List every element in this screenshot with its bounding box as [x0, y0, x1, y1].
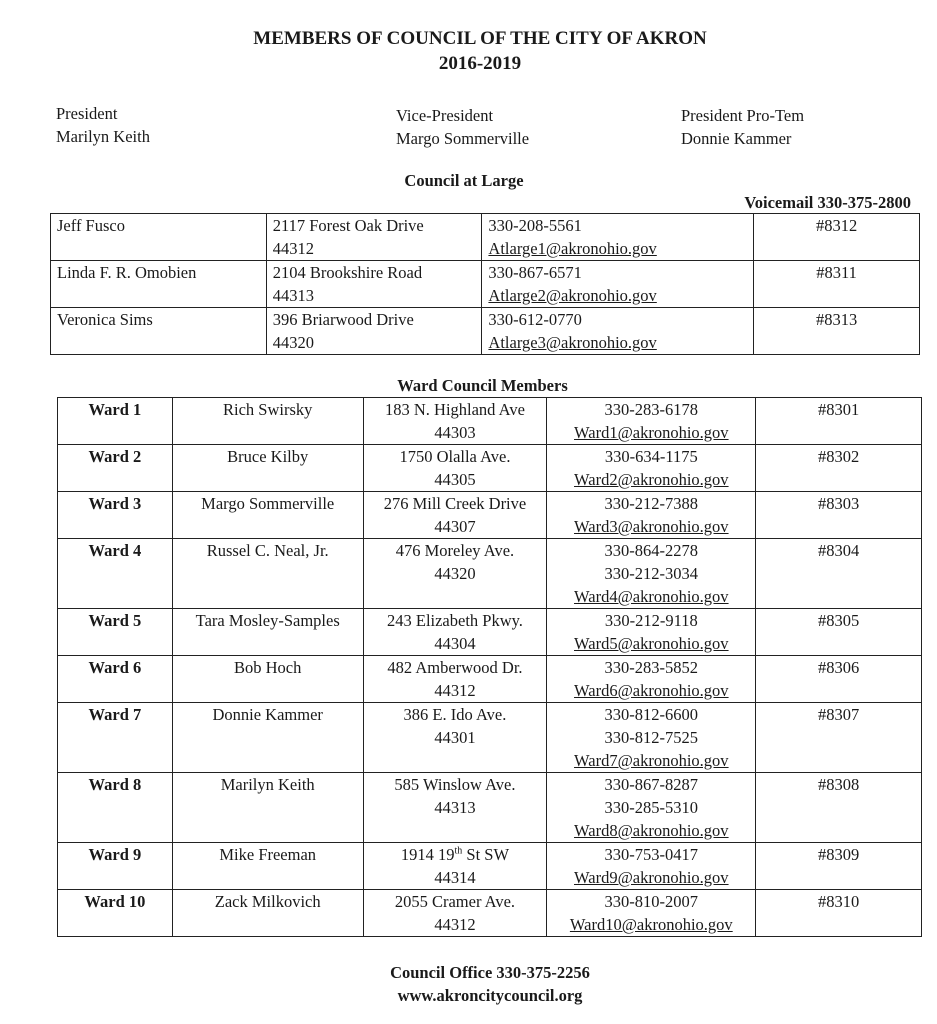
ward-number: Ward 7 [58, 703, 173, 773]
table-row [58, 703, 922, 773]
zip-code: 44313 [434, 798, 476, 817]
email-link[interactable]: Ward1@akronohio.gov [574, 423, 729, 442]
table-row [58, 609, 922, 656]
voicemail-extension: #8305 [756, 609, 922, 656]
zip-code: 44314 [434, 868, 476, 887]
email-link[interactable]: Atlarge3@akronohio.gov [488, 333, 657, 352]
email-link[interactable]: Atlarge2@akronohio.gov [488, 286, 657, 305]
voicemail-extension: #8308 [756, 773, 922, 843]
member-contact [482, 261, 754, 308]
street-address: 2055 Cramer Ave. [394, 892, 516, 911]
zip-code: 44312 [434, 681, 476, 700]
street-address: 396 Briarwood Drive [272, 310, 414, 329]
zip-code: 44307 [434, 517, 476, 536]
street-address: 183 N. Highland Ave [384, 400, 525, 419]
table-row [58, 773, 922, 843]
street-address: 2117 Forest Oak Drive [272, 216, 424, 235]
voicemail-extension: #8302 [756, 445, 922, 492]
member-name: Veronica Sims [51, 308, 267, 355]
member-contact [547, 773, 756, 843]
ward-number: Ward 10 [58, 890, 173, 937]
street-address: 276 Mill Creek Drive [383, 494, 527, 513]
ward-number: Ward 6 [58, 656, 173, 703]
officer-president-pro-tem [681, 104, 804, 150]
table-row [58, 843, 922, 890]
member-name: Linda F. R. Omobien [51, 261, 267, 308]
phone-number: 330-812-7525 [604, 728, 699, 747]
member-address [363, 656, 547, 703]
table-row [58, 445, 922, 492]
street-address: 1750 Olalla Ave. [399, 447, 511, 466]
table-row [51, 214, 920, 261]
zip-code: 44303 [434, 423, 476, 442]
ward-number: Ward 9 [58, 843, 173, 890]
voicemail-number: Voicemail 330-375-2800 [744, 193, 911, 212]
member-address [363, 492, 547, 539]
member-address [363, 890, 547, 937]
member-contact [547, 492, 756, 539]
voicemail-extension: #8301 [756, 398, 922, 445]
member-name: Margo Sommerville [172, 492, 363, 539]
footer [0, 961, 937, 1007]
ward-members-heading: Ward Council Members [397, 376, 568, 395]
member-contact [482, 308, 754, 355]
street-address: 2104 Brookshire Road [272, 263, 423, 282]
table-row [58, 656, 922, 703]
website-link[interactable]: www.akroncitycouncil.org [397, 986, 583, 1005]
zip-code: 44313 [272, 286, 314, 305]
zip-code: 44305 [434, 470, 476, 489]
officer-name: Donnie Kammer [681, 129, 792, 148]
email-link[interactable]: Ward3@akronohio.gov [574, 517, 729, 536]
phone-number: 330-753-0417 [604, 845, 699, 864]
zip-code: 44304 [434, 634, 476, 653]
email-link[interactable]: Ward6@akronohio.gov [574, 681, 729, 700]
street-number: 1914 19 [400, 845, 455, 864]
voicemail-extension: #8304 [756, 539, 922, 609]
voicemail-extension: #8303 [756, 492, 922, 539]
ward-number: Ward 5 [58, 609, 173, 656]
member-address [363, 398, 547, 445]
table-row [51, 308, 920, 355]
voicemail-extension: #8309 [756, 843, 922, 890]
phone-number: 330-283-6178 [604, 400, 699, 419]
phone-number: 330-285-5310 [604, 798, 699, 817]
email-link[interactable]: Ward2@akronohio.gov [574, 470, 729, 489]
voicemail-extension: #8313 [754, 308, 920, 355]
member-contact [547, 609, 756, 656]
email-link[interactable]: Ward10@akronohio.gov [569, 915, 733, 934]
email-link[interactable]: Ward9@akronohio.gov [574, 868, 729, 887]
officer-name: Margo Sommerville [396, 129, 530, 148]
member-address [363, 773, 547, 843]
email-link[interactable]: Ward5@akronohio.gov [574, 634, 729, 653]
member-address [266, 261, 482, 308]
officer-role: President Pro-Tem [681, 106, 805, 125]
member-contact [547, 890, 756, 937]
ward-number: Ward 4 [58, 539, 173, 609]
phone-number: 330-864-2278 [604, 541, 699, 560]
member-contact [547, 656, 756, 703]
member-address [363, 445, 547, 492]
phone-number: 330-612-0770 [488, 310, 582, 329]
member-name: Zack Milkovich [172, 890, 363, 937]
member-address [363, 703, 547, 773]
council-at-large-body [51, 214, 920, 355]
member-contact [547, 445, 756, 492]
member-name: Marilyn Keith [172, 773, 363, 843]
member-address [266, 214, 482, 261]
phone-number: 330-810-2007 [604, 892, 699, 911]
email-link[interactable]: Atlarge1@akronohio.gov [488, 239, 657, 258]
member-contact [547, 843, 756, 890]
phone-number: 330-812-6600 [604, 705, 699, 724]
street-address: 585 Winslow Ave. [394, 775, 516, 794]
member-name: Tara Mosley-Samples [172, 609, 363, 656]
street-address [370, 843, 541, 866]
street-name: St SW [462, 845, 510, 864]
voicemail-extension: #8307 [756, 703, 922, 773]
voicemail-extension: #8311 [754, 261, 920, 308]
ward-number: Ward 1 [58, 398, 173, 445]
email-link[interactable]: Ward7@akronohio.gov [574, 751, 729, 770]
phone-number: 330-867-6571 [488, 263, 582, 282]
member-name: Bob Hoch [172, 656, 363, 703]
member-name: Mike Freeman [172, 843, 363, 890]
phone-number: 330-867-8287 [604, 775, 699, 794]
document-title [0, 26, 937, 76]
table-row [58, 890, 922, 937]
phone-number: 330-283-5852 [604, 658, 699, 677]
title-text: MEMBERS OF COUNCIL OF THE CITY OF AKRON [253, 28, 707, 49]
phone-number: 330-212-7388 [604, 494, 699, 513]
table-row [58, 539, 922, 609]
council-at-large-heading: Council at Large [404, 171, 524, 190]
zip-code: 44301 [434, 728, 476, 747]
member-address [363, 539, 547, 609]
zip-code: 44312 [272, 239, 314, 258]
member-name: Jeff Fusco [51, 214, 267, 261]
ordinal-suffix: th [454, 845, 463, 857]
ward-number: Ward 8 [58, 773, 173, 843]
ward-number: Ward 3 [58, 492, 173, 539]
ward-members-body [58, 398, 922, 937]
officer-president [56, 102, 150, 148]
phone-number: 330-212-3034 [604, 564, 699, 583]
member-name: Bruce Kilby [172, 445, 363, 492]
zip-code: 44312 [434, 915, 476, 934]
officer-vice-president [396, 104, 529, 150]
phone-number: 330-634-1175 [604, 447, 698, 466]
table-row [51, 261, 920, 308]
member-contact [547, 703, 756, 773]
phone-number: 330-212-9118 [604, 611, 698, 630]
member-contact [547, 539, 756, 609]
member-contact [547, 398, 756, 445]
council-office-phone: Council Office 330-375-2256 [390, 963, 590, 982]
street-address: 386 E. Ido Ave. [403, 705, 507, 724]
voicemail-extension: #8310 [756, 890, 922, 937]
council-at-large-table [50, 213, 920, 355]
member-address [363, 609, 547, 656]
voicemail-extension: #8312 [754, 214, 920, 261]
table-row [58, 492, 922, 539]
table-row [58, 398, 922, 445]
member-address [266, 308, 482, 355]
member-name: Donnie Kammer [172, 703, 363, 773]
voicemail-extension: #8306 [756, 656, 922, 703]
street-address: 482 Amberwood Dr. [387, 658, 523, 677]
officer-role: President [56, 104, 118, 123]
zip-code: 44320 [434, 564, 476, 583]
officer-role: Vice-President [396, 106, 494, 125]
officer-name: Marilyn Keith [56, 127, 150, 146]
zip-code: 44320 [272, 333, 314, 352]
email-link[interactable]: Ward8@akronohio.gov [574, 821, 729, 840]
member-contact [482, 214, 754, 261]
member-name: Russel C. Neal, Jr. [172, 539, 363, 609]
street-address: 243 Elizabeth Pkwy. [386, 611, 523, 630]
street-address: 476 Moreley Ave. [395, 541, 515, 560]
title-years: 2016-2019 [438, 53, 522, 74]
phone-number: 330-208-5561 [488, 216, 582, 235]
ward-number: Ward 2 [58, 445, 173, 492]
ward-members-table [57, 397, 922, 937]
member-name: Rich Swirsky [172, 398, 363, 445]
member-address [363, 843, 547, 890]
email-link[interactable]: Ward4@akronohio.gov [574, 587, 729, 606]
